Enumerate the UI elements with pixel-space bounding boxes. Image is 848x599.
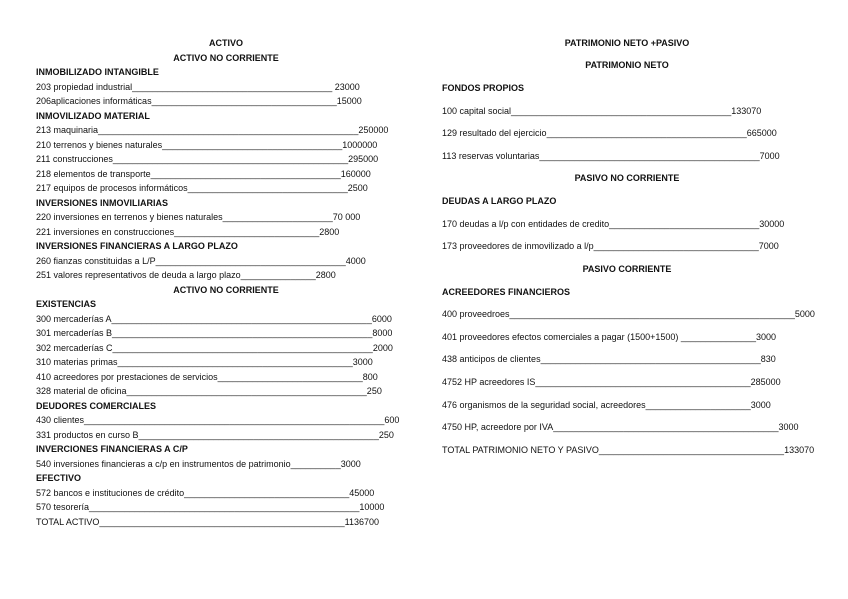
row: 206aplicaciones informáticas_____________________________________15000 (36, 96, 362, 106)
section-fondos-propios: FONDOS PROPIOS (442, 83, 525, 93)
section-inversiones-inmobiliarias: INVERSIONES INMOVILIARIAS (36, 198, 169, 208)
row: 476 organismos de la seguridad social, acreedores_____________________3000 (442, 400, 771, 410)
row: 302 mercaderías C____________________________________________________2000 (36, 343, 393, 353)
activo-title: ACTIVO (208, 38, 243, 48)
row: 331 productos en curso B________________________________________________250 (36, 430, 394, 440)
row: 113 reservas voluntarias____________________________________________7000 (442, 151, 780, 161)
pn-pasivo-title: PATRIMONIO NETO +PASIVO (564, 38, 690, 48)
row: 218 elementos de transporte______________________________________160000 (36, 169, 371, 179)
row: 100 capital social____________________________________________133070 (442, 106, 762, 116)
activo-no-corriente-heading: ACTIVO NO CORRIENTE (173, 53, 279, 63)
row: 438 anticipos de clientes____________________________________________830 (442, 354, 776, 364)
row: 4750 HP, acreedore por IVA_____________________________________________3000 (442, 422, 799, 432)
row: 203 propiedad industrial________________________________________ 23000 (36, 82, 360, 92)
section-inversiones-financieras-cp: INVERCIONES FINANCIERAS A C/P (36, 444, 188, 454)
section-inmovilizado-intangible: INMOBILIZADO INTANGIBLE (36, 67, 159, 77)
row: 410 acreedores por prestaciones de servicios_____________________________800 (36, 372, 378, 382)
row: 328 material de oficina________________________________________________250 (36, 386, 382, 396)
section-inversiones-financieras-lp: INVERSIONES FINANCIERAS A LARGO PLAZO (36, 241, 238, 251)
row: 430 clientes____________________________________________________________600 (36, 415, 400, 425)
activo-corriente-heading: ACTIVO NO CORRIENTE (173, 285, 279, 295)
pasivo-corriente-heading: PASIVO CORRIENTE (582, 264, 672, 274)
row: 310 materias primas_______________________________________________3000 (36, 357, 373, 367)
row: 213 maquinaria____________________________________________________250000 (36, 125, 389, 135)
section-inmovilizado-material: INMOVILIZADO MATERIAL (36, 111, 150, 121)
row: 217 equipos de procesos informáticos________________________________2500 (36, 183, 368, 193)
patrimonio-neto-heading: PATRIMONIO NETO (585, 60, 669, 70)
section-existencias: EXISTENCIAS (36, 299, 97, 309)
row: 220 inversiones en terrenos y bienes naturales______________________70 000 (36, 212, 361, 222)
row: 210 terrenos y bienes naturales____________________________________1000000 (36, 140, 378, 150)
row: 301 mercaderías B____________________________________________________8000 (36, 328, 393, 338)
row: 221 inversiones en construcciones_____________________________2800 (36, 227, 340, 237)
section-deudas-lp: DEUDAS A LARGO PLAZO (442, 196, 557, 206)
row: 4752 HP acreedores IS___________________________________________285000 (442, 377, 781, 387)
row: 572 bancos e instituciones de crédito_________________________________45000 (36, 488, 375, 498)
row: 170 deudas a l/p con entidades de credito______________________________30000 (442, 219, 785, 229)
section-acreedores-financieros: ACREEDORES FINANCIEROS (442, 287, 571, 297)
row: 400 proveedroes_________________________________________________________5000 (442, 309, 815, 319)
row: 300 mercaderías A____________________________________________________6000 (36, 314, 392, 324)
section-efectivo: EFECTIVO (36, 473, 82, 483)
section-deudores-comerciales: DEUDORES COMERCIALES (36, 401, 157, 411)
total-pn-pasivo: TOTAL PATRIMONIO NETO Y PASIVO_____________________________________133070 (442, 445, 815, 455)
row: 540 inversiones financieras a c/p en instrumentos de patrimonio__________3000 (36, 459, 361, 469)
row: 260 fianzas constituidas a L/P______________________________________4000 (36, 256, 366, 266)
row: 401 proveedores efectos comerciales a pagar (1500+1500) _______________3000 (442, 332, 777, 342)
row: 251 valores representativos de deuda a largo plazo_______________2800 (36, 270, 336, 280)
pasivo-no-corriente-heading: PASIVO NO CORRIENTE (574, 173, 680, 183)
row: 173 proveedores de inmovilizado a l/p_________________________________7000 (442, 241, 779, 251)
row: 129 resultado del ejercicio________________________________________665000 (442, 128, 777, 138)
row: 570 tesorería______________________________________________________10000 (36, 502, 385, 512)
row: 211 construcciones_______________________________________________295000 (36, 154, 379, 164)
total-activo: TOTAL ACTIVO_________________________________________________1136700 (36, 517, 379, 527)
